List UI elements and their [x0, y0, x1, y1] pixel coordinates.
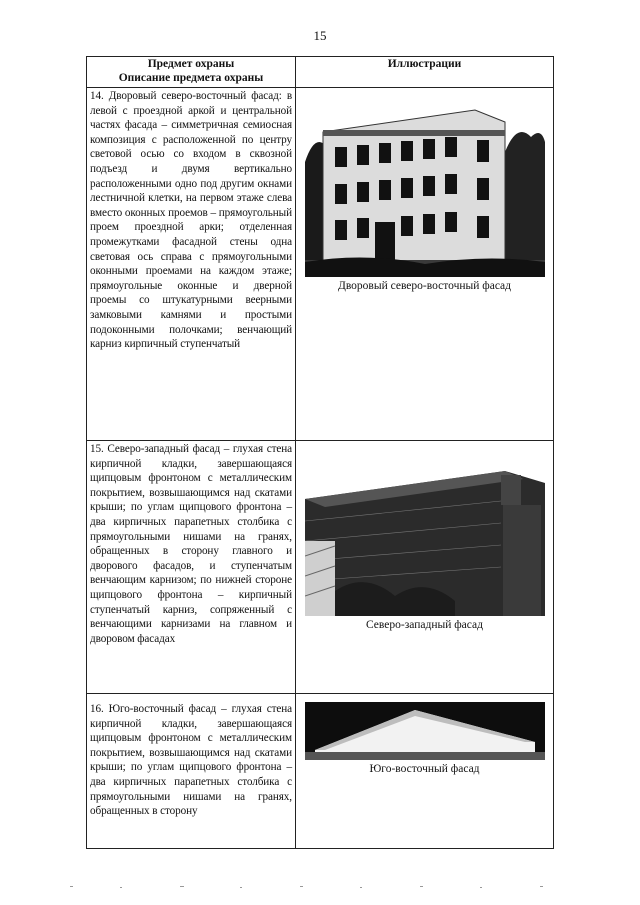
header-description-label: Описание предмета охраны [118, 72, 264, 84]
building-photo-northwest [305, 461, 545, 616]
photo-caption: Юго-восточный фасад [369, 763, 480, 775]
table-row [87, 441, 554, 694]
header-description [87, 57, 296, 88]
description-cell [87, 694, 296, 849]
description-text: 16. Юго-восточный фасад – глухая стена кирпичной кладки, завершающаяся щипцовым фронтоном с металлическим покрытием, возвышающимся над скатами крыши; по углам щипцового фронтона – два кирпичных парапетных столбика с прямоугольными нишами на гранях, обращенных в сторону [90, 703, 292, 818]
photo-caption: Северо-западный фасад [366, 619, 483, 631]
table-header-row [87, 57, 554, 88]
photo-caption: Дворовый северо-восточный фасад [337, 280, 512, 292]
page-number: 15 [313, 28, 327, 43]
building-photo-southeast [305, 702, 545, 760]
description-cell [87, 88, 296, 441]
description-cell [87, 441, 296, 694]
illustration-cell [296, 441, 554, 694]
illustration-cell [296, 88, 554, 441]
description-text: 14. Дворовый северо-восточный фасад: в левой с проездной аркой и центральной частях фасада – симметричная семиосная композиция с расположенной по центру световой осью со входом в сквозной подъезд и двумя вертикально расположенными одно под другим окнами лестничной клетки, на первом этаже слева вместо оконных проемов – прямоугольный проем проездной арки; отделенная промежутками фасадной стены одна световая ось справа с прямоугольными оконными проемами на каждом этаже; прямоугольные оконные и дверной проемы со штукатурными веерными замковыми камнями и простыми подоконными полочками; венчающий карниз кирпичный ступенчатый [90, 90, 292, 351]
header-illustrations: Иллюстрации [296, 57, 554, 88]
table-row [87, 694, 554, 849]
table-row [87, 88, 554, 441]
protection-subject-table [86, 56, 554, 849]
header-subject-label: Предмет охраны [147, 58, 235, 70]
description-text: 15. Северо-западный фасад – глухая стена кирпичной кладки, завершающаяся щипцовым фронтоном с металлическим покрытием, возвышающимся над скатами крыши; по углам щипцового фронтона –два кирпичных парапетных столбика с прямоугольными нишами на гранях, обращенных в сторону главного и дворового фасадов, и ступенчатым венчающим карнизом; по нижней стороне щипцового фронтона – кирпичный ступенчатый карниз, сопряженный с венчающими карнизами на главном и дворовом фасадах [90, 443, 292, 645]
building-photo-courtyard [305, 92, 545, 277]
illustration-cell [296, 694, 554, 849]
scan-artifact-dots [60, 884, 580, 890]
